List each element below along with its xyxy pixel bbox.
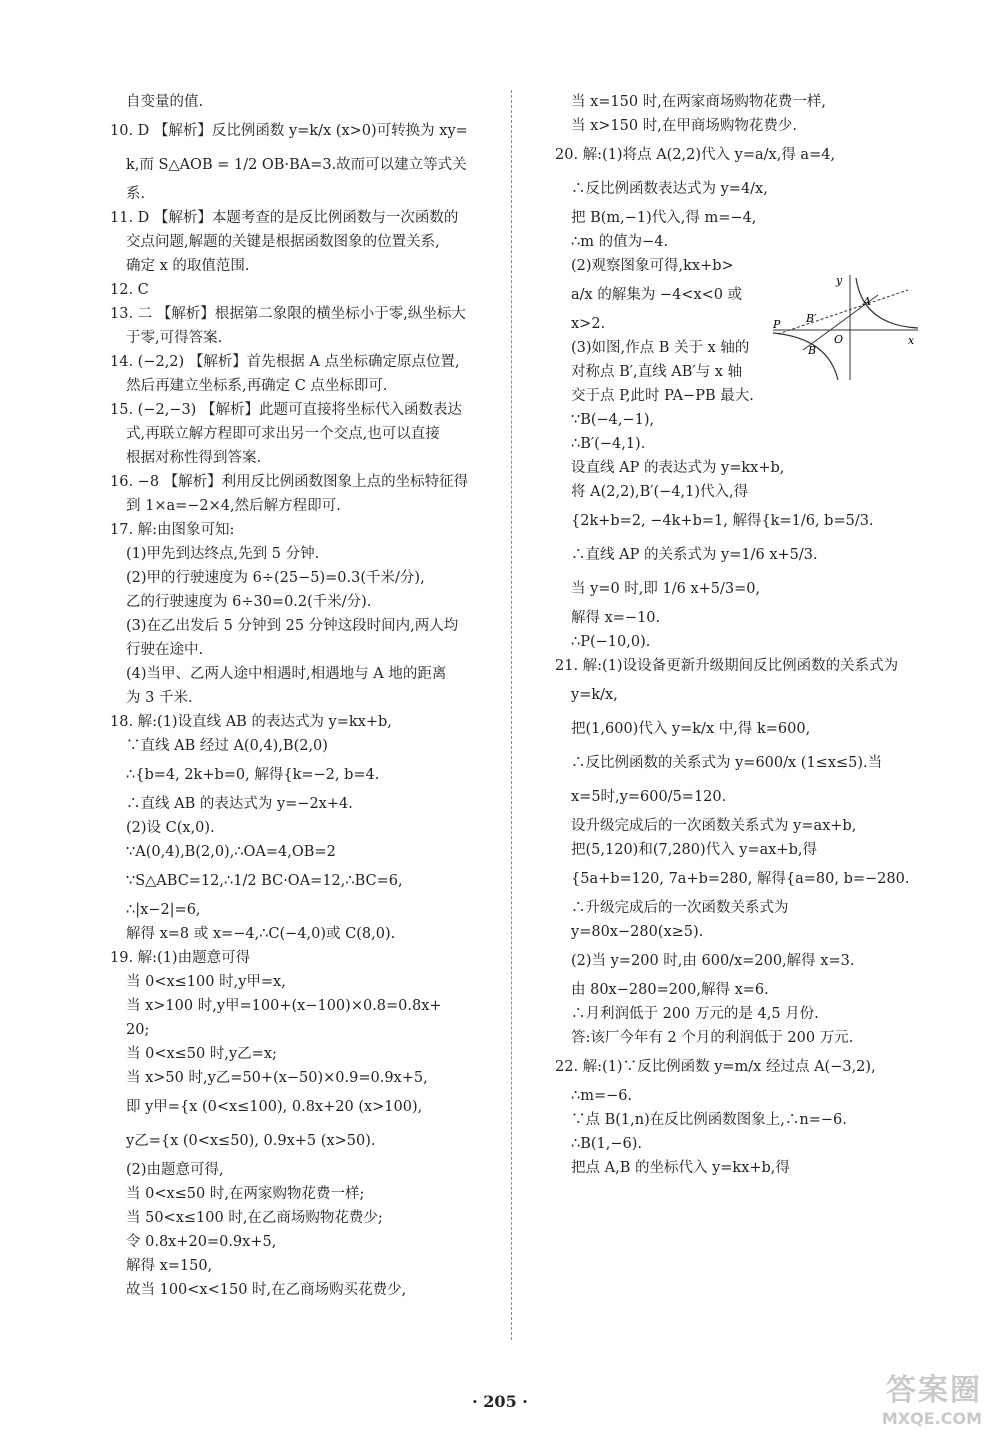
text-line: 15. (−2,−3) 【解析】此题可直接将坐标代入函数表达 [110,402,462,418]
text-line: 即 y甲={x (0<x≤100), 0.8x+20 (x>100), [126,1099,423,1115]
label-p: P [773,318,781,331]
text-line: ∵点 B(1,n)在反比例函数图象上,∴n=−6. [571,1112,847,1128]
text-line: (2)由题意可得, [126,1162,224,1178]
text-line: 当 50<x≤100 时,在乙商场购物花费少; [126,1210,383,1226]
text-line: ∴B(1,−6). [571,1136,643,1152]
text-line: 故当 100<x<150 时,在乙商场购买花费少, [126,1282,407,1298]
text-line: y=k/x, [571,687,618,703]
text-line: 20; [126,1022,150,1038]
text-line: 13. 二 【解析】根据第二象限的横坐标小于零,纵坐标大 [110,306,466,322]
hyperbola-q3 [773,333,838,380]
text-line: (2)甲的行驶速度为 6÷(25−5)=0.3(千米/分), [126,570,425,586]
text-line: 设直线 AP 的表达式为 y=kx+b, [571,460,785,476]
watermark [882,1365,982,1428]
text-line: 把 B(m,−1)代入,得 m=−4, [571,210,757,226]
text-line: 然后再建立坐标系,再确定 C 点坐标即可. [126,378,388,394]
label-x: x [908,334,915,347]
label-o: O [834,333,844,346]
text-line: 把(5,120)和(7,280)代入 y=ax+b,得 [571,842,817,858]
text-line: (2)当 y=200 时,由 600/x=200,解得 x=3. [571,953,855,969]
text-line: 根据对称性得到答案. [126,450,262,466]
text-line: 解得 x=−10. [571,610,661,626]
text-line: 令 0.8x+20=0.9x+5, [126,1234,277,1250]
text-line: 14. (−2,2) 【解析】首先根据 A 点坐标确定原点位置, [110,354,460,370]
text-line: ∴P(−10,0). [571,634,651,650]
text-line: ∴|x−2|=6, [126,902,201,918]
text-line: 当 y=0 时,即 1/6 x+5/3=0, [571,581,761,597]
text-line: 自变量的值. [126,94,204,110]
text-line: 21. 解:(1)设设备更新升级期间反比例函数的关系式为 [555,658,899,674]
text-line: 将 A(2,2),B′(−4,1)代入,得 [571,484,749,500]
text-line: ∴直线 AB 的表达式为 y=−2x+4. [126,796,353,812]
text-line: ∴B′(−4,1). [571,436,646,452]
text-line: 确定 x 的取值范围. [126,258,250,274]
column-divider [511,90,512,1340]
text-line: 当 x=150 时,在两家商场购物花费一样, [571,94,826,110]
text-line: 对称点 B′,直线 AB′与 x 轴 [571,364,743,380]
text-line: k,而 S△AOB = 1/2 OB·BA=3.故而可以建立等式关 [126,157,467,173]
text-line: 20. 解:(1)将点 A(2,2)代入 y=a/x,得 a=4, [555,147,836,163]
label-y: y [836,274,843,287]
text-line: 到 1×a=−2×4,然后解方程即可. [126,498,341,514]
text-line: 行驶在途中. [126,642,204,658]
left-column [110,90,502,1302]
text-line: (2)设 C(x,0). [126,820,215,836]
label-b: B [808,344,817,357]
text-line: 式,再联立解方程即可求出另一个交点,也可以直接 [126,426,440,442]
text-line: 18. 解:(1)设直线 AB 的表达式为 y=kx+b, [110,714,392,730]
text-line: 乙的行驶速度为 6÷30=0.2(千米/分). [126,594,372,610]
text-line: 交点问题,解题的关键是根据函数图象的位置关系, [126,234,440,250]
text-line: 11. D 【解析】本题考查的是反比例函数与一次函数的 [110,210,459,226]
text-line: 当 x>100 时,y甲=100+(x−100)×0.8=0.8x+ [126,998,442,1014]
text-line: 答:该厂今年有 2 个月的利润低于 200 万元. [571,1030,854,1046]
text-line: (3)如图,作点 B 关于 x 轴的 [571,340,750,356]
label-a: A [863,295,871,308]
text-line: 当 0<x≤50 时,在两家购物花费一样; [126,1186,365,1202]
text-line: 交于点 P,此时 PA−PB 最大. [571,388,754,404]
text-line: ∴月利润低于 200 万元的是 4,5 月份. [571,1006,819,1022]
page-footer [0,1392,1000,1411]
text-line: 17. 解:由图象可知: [110,522,235,538]
text-line: ∴升级完成后的一次函数关系式为 [571,900,789,916]
text-line: (3)在乙出发后 5 分钟到 25 分钟这段时间内,两人均 [126,618,459,634]
text-line: ∴反比例函数表达式为 y=4/x, [571,181,768,197]
text-line: ∴{b=4, 2k+b=0, 解得{k=−2, b=4. [126,767,380,783]
text-line: 22. 解:(1)∵反比例函数 y=m/x 经过点 A(−3,2), [555,1059,876,1075]
text-line: 把点 A,B 的坐标代入 y=kx+b,得 [571,1160,790,1176]
watermark-url: MXQE.COM [881,1409,982,1428]
text-line: 当 0<x≤50 时,y乙=x; [126,1046,277,1062]
text-line: 16. −8 【解析】利用反比例函数图象上点的坐标特征得 [110,474,469,490]
text-line: 10. D 【解析】反比例函数 y=k/x (x>0)可转换为 xy= [110,123,468,139]
text-line: 当 x>150 时,在甲商场购物花费少. [571,118,797,134]
text-line: ∵S△ABC=12,∴1/2 BC·OA=12,∴BC=6, [126,873,403,889]
text-line: 解得 x=150, [126,1258,213,1274]
text-line: (2)观察图象可得,kx+b> [571,258,734,274]
text-line: ∵直线 AB 经过 A(0,4),B(2,0) [126,738,328,754]
text-line: 解得 x=8 或 x=−4,∴C(−4,0)或 C(8,0). [126,926,396,942]
text-line: (1)甲先到达终点,先到 5 分钟. [126,546,320,562]
text-line: 把(1,600)代入 y=k/x 中,得 k=600, [571,721,811,737]
text-line: (4)当甲、乙两人途中相遇时,相遇地与 A 地的距离 [126,666,447,682]
text-line: 由 80x−280=200,解得 x=6. [571,982,769,998]
text-line: x=5时,y=600/5=120. [571,789,727,805]
text-line: {5a+b=120, 7a+b=280, 解得{a=80, b=−280. [571,871,910,887]
text-line: {2k+b=2, −4k+b=1, 解得{k=1/6, b=5/3. [571,513,874,529]
text-line: ∵A(0,4),B(2,0),∴OA=4,OB=2 [126,844,336,860]
right-column [555,90,930,1180]
text-line: 系. [126,186,146,202]
text-line: y乙={x (0<x≤50), 0.9x+5 (x>50). [126,1133,376,1149]
graph-figure [768,270,928,385]
text-line: ∴反比例函数的关系式为 y=600/x (1≤x≤5).当 [571,755,883,771]
text-line: 当 x>50 时,y乙=50+(x−50)×0.9=0.9x+5, [126,1070,428,1086]
page-number: 205 [483,1392,517,1411]
text-line: ∴直线 AP 的关系式为 y=1/6 x+5/3. [571,547,818,563]
line-ap [778,290,908,334]
text-line: ∵B(−4,−1), [571,412,655,428]
text-line: 为 3 千米. [126,690,193,706]
text-line: ∴m=−6. [571,1088,633,1104]
text-line: 当 0<x≤100 时,y甲=x, [126,974,286,990]
text-line: 设升级完成后的一次函数关系式为 y=ax+b, [571,818,857,834]
label-b-prime: B′ [806,312,817,325]
text-line: x>2. [571,316,606,332]
text-line: 于零,可得答案. [126,330,223,346]
text-line: y=80x−280(x≥5). [571,924,704,940]
text-line: a/x 的解集为 −4<x<0 或 [571,287,743,303]
footer-dot-right: · [522,1392,528,1411]
watermark-logo: 答案圈 [886,1373,982,1408]
text-line: ∴m 的值为−4. [571,234,669,250]
text-line: 19. 解:(1)由题意可得 [110,950,251,966]
text-line: 12. C [110,282,149,298]
footer-dot-left: · [472,1392,478,1411]
